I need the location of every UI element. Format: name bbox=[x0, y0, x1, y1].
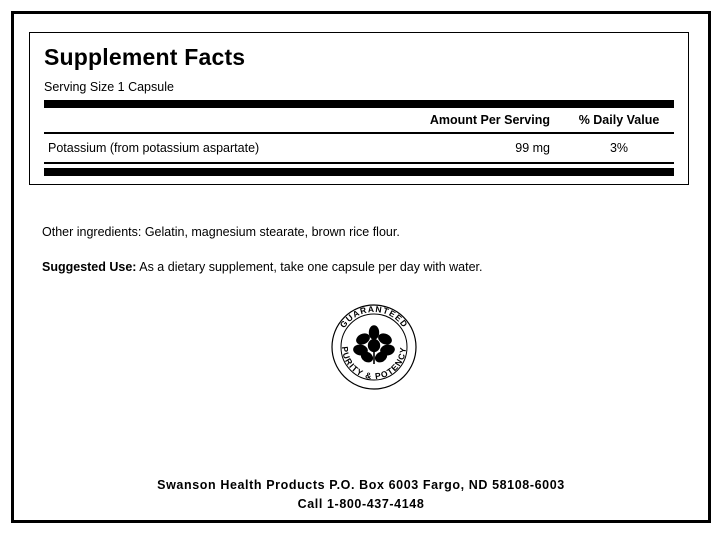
panel-rule-thick-bottom bbox=[44, 168, 674, 176]
nutrient-amount: 99 mg bbox=[515, 141, 550, 156]
supplement-facts-panel bbox=[29, 32, 689, 185]
other-ingredients-text: Other ingredients: Gelatin, magnesium stearate, brown rice flour. bbox=[42, 225, 400, 239]
supplement-facts-title: Supplement Facts bbox=[44, 44, 246, 70]
svg-text:GUARANTEED: GUARANTEED bbox=[337, 303, 411, 330]
nutrient-name: Potassium (from potassium aspartate) bbox=[48, 141, 260, 156]
suggested-use-label: Suggested Use: bbox=[42, 260, 137, 274]
table-row bbox=[44, 134, 674, 162]
footer-address bbox=[14, 476, 708, 515]
product-label bbox=[11, 11, 711, 523]
svg-text:PURITY & POTENCY: PURITY & POTENCY bbox=[339, 346, 409, 382]
supplement-facts-header-row bbox=[44, 108, 674, 132]
panel-rule-thin-2 bbox=[44, 162, 674, 164]
label-content bbox=[14, 14, 708, 520]
nutrient-daily-value: 3% bbox=[609, 141, 629, 156]
guaranteed-purity-seal bbox=[329, 302, 419, 392]
footer-line-1: Swanson Health Products P.O. Box 6003 Fargo, ND 58108-6003 bbox=[157, 478, 565, 492]
suggested-use-text bbox=[42, 260, 483, 274]
panel-rule-thick-top bbox=[44, 100, 674, 108]
column-header-amount: Amount Per Serving bbox=[429, 113, 550, 128]
column-header-daily-value: % Daily Value bbox=[578, 113, 660, 128]
serving-size-text: Serving Size 1 Capsule bbox=[44, 80, 174, 95]
footer-line-2: Call 1-800-437-4148 bbox=[297, 497, 425, 512]
leaf-cluster-icon bbox=[352, 325, 395, 364]
suggested-use-body: As a dietary supplement, take one capsule per day with water. bbox=[136, 260, 483, 274]
